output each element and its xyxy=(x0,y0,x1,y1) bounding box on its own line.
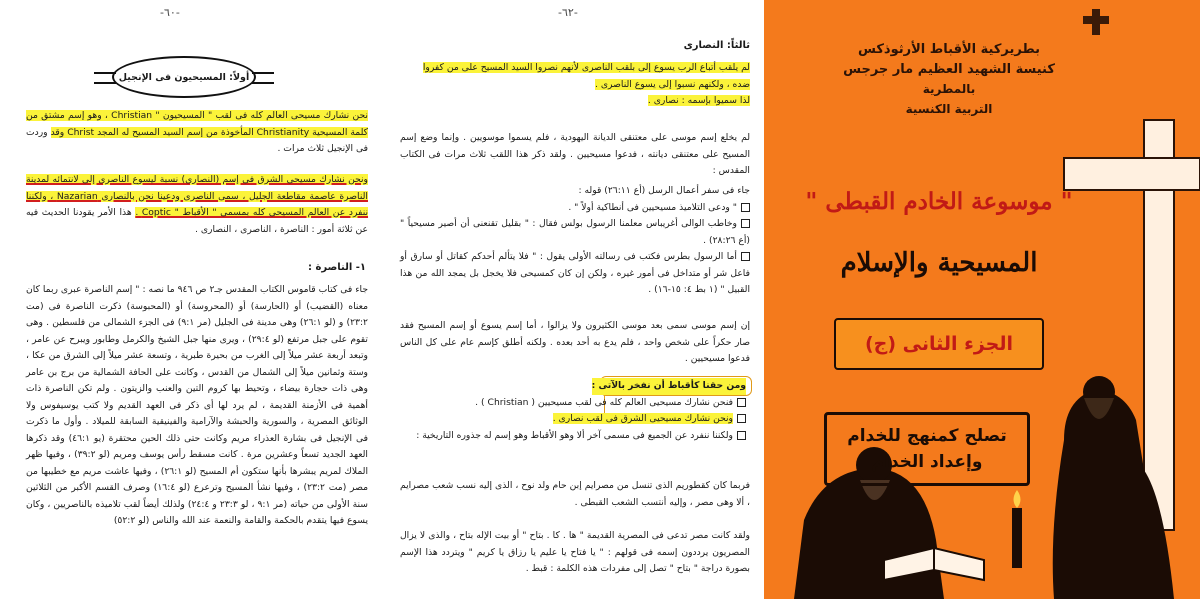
list-item xyxy=(400,395,746,412)
cover-part: الجزء الثانى (ج) xyxy=(864,333,1014,355)
paragraph-mizraim: فربما كان كقطوريم الذى تنسل من مصرايم إبن حام ولد نوح ، الذى إليه نسب شعب مصرايم ، ألا وهى مصر ، وإليه أنتسب الشعب القبطى . xyxy=(400,480,750,508)
checkbox-bullet-icon xyxy=(741,219,750,228)
list-item-text: أما الرسول بطرس فكتب فى رسالته الأولى يقول : " فلا يتألم أحدكم كقاتل أو سارق أو فاعل شر أو متداخل فى أمور غيره ، ولكن إن كان كمسيحى فلا يخجل بل يمجد الله من هذا القبيل " (١ بط ٤: ١٥-١٦) . xyxy=(400,251,750,295)
highlighted-line: لم يلقب أتباع الرب يسوع إلى بلقب الناصرى لأنهم نصروا السيد المسيح على من كفروا xyxy=(422,62,750,73)
page-62 xyxy=(388,0,764,599)
cover-usage-line2: وإعداد الخدام xyxy=(871,452,983,472)
paragraph-nazarenes xyxy=(26,172,368,238)
list-item xyxy=(400,200,750,217)
paragraph-ptah: ولقد كانت مصر تدعى فى المصرية القديمة " ها . كا . بتاح " أو بيت الإله بتاح ، والذى لا يزال المصريون يرددون إسمه فى قولهم : " يا فتاح يا عليم يا رزاق يا كريم " ويتردد هذا الإسم بصورة دراجة " بتاح " تصل إلى مفردات هذه الكلمة : قبط . xyxy=(400,530,750,574)
checkbox-bullet-icon xyxy=(741,252,750,261)
cover-usage-line1: تصلح كمنهج للخدام xyxy=(847,426,1007,446)
small-cross-icon xyxy=(1083,9,1109,35)
callout-text: ومن حقنا كأقباط أن نفخر بالآتى : xyxy=(592,378,746,395)
highlighted-line: لذا سميوا بإسمه : نصارى . xyxy=(647,95,750,106)
checkbox-bullet-icon xyxy=(737,398,746,407)
subheading-nazareth: ١- الناصرة : xyxy=(307,262,366,273)
cover-location: بالمطرية xyxy=(922,82,976,96)
page-number: -٦٠- xyxy=(160,6,180,19)
cover-church: كنيسة الشهيد العظيم مار جرجس xyxy=(843,62,1055,77)
cover-department: التربية الكنسية xyxy=(905,102,993,116)
highlighted-text: نحن نشارك مسيحى العالم كله فى لقب " المسيحيون " Christian ، وهو إسم مشتق من كلمة المسيحية Christianity المأخوذة من إسم السيد المسيح له المجد Christ وقد xyxy=(26,110,369,138)
paragraph-tail: وردت فى الإنجيل ثلاث مرات . xyxy=(26,126,368,154)
pride-list xyxy=(400,378,746,444)
checkbox-bullet-icon xyxy=(741,203,750,212)
paragraph-tail: هذا الأمر يقودنا الحديث فيه عن ثلاثة أمور : الناصرة ، الناصرى ، النصارى . xyxy=(26,207,368,235)
list-item-text: ولكننا ننفرد عن الجميع فى مسمى آخر ألا وهو الأقباط وهو إسم له جذوره التاريخية : xyxy=(416,429,733,441)
highlighted-list-item-text: ونحن نشارك مسيحيى الشرق فى لقب نصارى . xyxy=(552,413,733,424)
paragraph-intro xyxy=(400,60,750,110)
page-60 xyxy=(0,0,386,599)
cover-series: " موسوعة الخادم القبطى " xyxy=(805,188,1073,215)
section-title-badge xyxy=(112,56,256,98)
list-item xyxy=(400,428,746,445)
list-item xyxy=(400,216,750,249)
page-number: -٦٢- xyxy=(558,6,578,19)
checkbox-bullet-icon xyxy=(737,431,746,440)
list-intro: جاء فى سفر أعمال الرسل (أع ٢٦:١١) قوله : xyxy=(578,185,750,196)
candle-icon xyxy=(1012,490,1022,568)
list-item-text: " ودعى التلاميذ مسيحيين فى أنطاكية أولاً " . xyxy=(568,201,737,213)
paragraph-name-moses: إن إسم موسى سمى بعد موسى الكثيرون ولا يزالوا ، أما إسم يسوع أو إسم المسيح فقد صار حكراً على شخص واحد ، فلم يدع به أحد بعده . ولكنه أطلق كإسم عام على كل الناس فدعوا مسيحيين . xyxy=(400,320,750,364)
book-cover xyxy=(764,0,1200,599)
section-title: أولاً: المسيحيون فى الإنجيل xyxy=(118,71,250,83)
list-item xyxy=(400,411,746,428)
list-item-text: فنحن نشارك مسيحيى العالم كله فى لقب مسيحيين ( Christian ) . xyxy=(475,396,733,408)
list-item-text: وخاطب الوالى أغريباس معلمنا الرسول بولس فقال : " بقليل تقنعنى أن أصير مسيحياً " (أع ٢٨:٢٦) . xyxy=(400,218,750,246)
highlighted-text: ونحن نشارك مسيحى الشرق فى إسم (النصارى) نسبة ليسوع الناصرى إلى لانتمائه لمدينة الناصرة عاصمة مقاطعة الجليل ، سمى الناصرى ودعينا نحن بالنصارى Nazarian ، ولكننا ننفرد عن العالم المسيحى كله بمسمى " الأقباط " Coptic . xyxy=(26,174,369,218)
bullet-list xyxy=(400,183,750,299)
subheading-nasara: ثالثاً: النصارى xyxy=(683,40,750,51)
highlighted-line: ضده ، ولكنهم نسبوا إلى يسوع الناصرى . xyxy=(595,78,750,90)
checkbox-bullet-icon xyxy=(737,414,746,423)
paragraph-christian-name: لم يخلع إسم موسى على معتنقى الديانة اليهودية ، فلم يسموا موسويين . وإنما وضع إسم المسيح على معتنقى ديانته ، فدعوا مسيحيين . ولقد ذكر هذا اللقب ثلاث مرات فى الكتاب المقدس : xyxy=(400,132,750,176)
cover-part-box xyxy=(834,318,1044,370)
cover-usage-box xyxy=(824,412,1030,486)
list-item xyxy=(400,249,750,299)
cover-patriarchate: بطريركية الأقباط الأرثوذكس xyxy=(858,42,1040,57)
paragraph-christians xyxy=(26,108,368,158)
paragraph-nazareth: جاء فى كتاب قاموس الكتاب المقدس جـ٢ ص ٩٤٦ ما نصه : " إسم الناصرة عبرى ربما كان معناه (القضيب) أو (الحارسة) أو (المحروسة) أو (المحبوسة) ذكرت الناصرة فى (مت ٢٣:٢) و (لو ٢٦:١) وهى مدينة فى الجليل (مر ٩:١) فى الجزء الشمالى من فلسطين . وهى تقوم على جبل مرتفع (لو ٢٩:٤) ، ويرى منها جبل الشيخ والكرمل وطابور ويبرح عن عامر ، وتبعد أربعة عشر ميلاً إلى الغرب من بحيرة طبرية ، وتسعة عشر ميلاً إلى الشرق من عكا ، وستة وثمانين ميلاً إلى الشمال من القدس ، وكانت على الحافة الشمالية من برج بن عامر وهى ذات حجارة بيضاء ، وتحيط بها كروم التين والعنب والزيتون . ولم تكن الناصرة ذات أهمية فى الأزمنة القديمة ، لم يرد لها أى ذكر فى العهد القديم ولا كتب يوسيفوس ولا الوثائق المصرية ، والسورية والحبشة والآرامية والفينيقية السابقة للميلاد . وأول ما ذكرت فى الإنجيل فى بشارة العذراء مريم وكانت حتى ذلك الحين محتقرة (يو ٤٦:١) وقد ذكرها العهد الجديد تسعاً وعشرين مرة . كانت مسقط رأس يوسف ومريم (لو ٣٩:٢) ، وفيها ظهر الملاك لمريم يبشرها بأنها ستكون أم المسيح (لو ٢٦:١) ، وفيها عاشت مريم مع خطيبها من مصر (مت ٢٣:٢) ، وفيها نشأ المسيح وترعرع (لو ١٦:٤) وصرف القسم الأكبر من الثلاثين سنة الأولى من حياته (مر ٩:١ ، لو ٢٣:٣ و ٢٤:٤) ولذلك أيضاً لقب تلاميذه بالناصريين ، وكان يسوع فيها يتقدم بالحكمة والقامة والنعمة عند الله والناس (لو ٥٢:٢) xyxy=(26,284,369,526)
cover-title: المسيحية والإسلام xyxy=(840,248,1038,278)
